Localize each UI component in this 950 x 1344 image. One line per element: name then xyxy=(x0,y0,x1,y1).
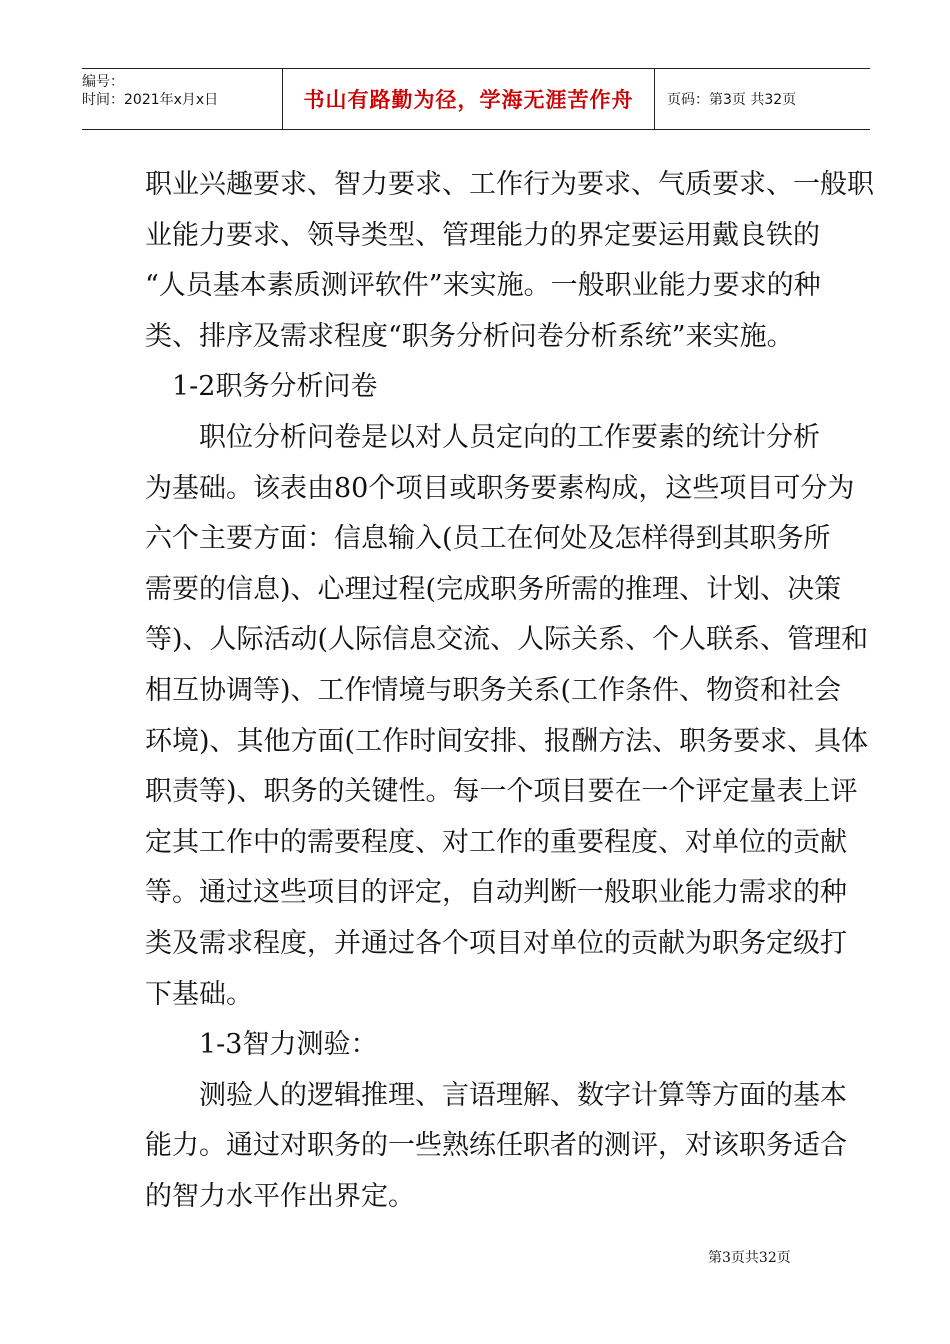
body-line: 类及需求程度，并通过各个项目对单位的贡献为职务定级打 xyxy=(145,927,847,959)
header-motto: 书山有路勤为径，学海无涯苦作舟 xyxy=(282,69,655,129)
body-line: 相互协调等)、工作情境与职务关系(工作条件、物资和社会 xyxy=(145,674,842,706)
body-line: 下基础。 xyxy=(145,978,253,1010)
body-line: 六个主要方面：信息输入(员工在何处及怎样得到其职务所 xyxy=(145,523,831,555)
body-line: 环境)、其他方面(工作时间安排、报酬方法、职务要求、具体 xyxy=(145,725,869,757)
body-line: 职业兴趣要求、智力要求、工作行为要求、气质要求、一般职 xyxy=(145,169,874,200)
header-page-info: 页码：第3页 共32页 xyxy=(667,92,797,108)
header-number-label: 编号： xyxy=(82,74,124,90)
body-line: 职责等)、职务的关键性。每一个项目要在一个评定量表上评 xyxy=(145,776,858,808)
page-header xyxy=(82,68,870,130)
body-line: 业能力要求、领导类型、管理能力的界定要运用戴良铁的 xyxy=(145,219,820,251)
section-heading-1-2: 1-2职务分析问卷 xyxy=(145,371,378,403)
body-line: 需要的信息)、心理过程(完成职务所需的推理、计划、决策 xyxy=(145,573,842,605)
body-line: 类、排序及需求程度“职务分析问卷分析系统”来实施。 xyxy=(145,320,794,352)
body-line: 测验人的逻辑推理、言语理解、数字计算等方面的基本 xyxy=(145,1079,847,1111)
page-footer: 第3页共32页 xyxy=(708,1250,791,1266)
section-heading-1-3: 1-3智力测验： xyxy=(145,1029,378,1061)
body-line: “人员基本素质测评软件”来实施。一般职业能力要求的种 xyxy=(145,270,821,302)
header-meta xyxy=(82,69,282,129)
header-time-label: 时间：2021年x月x日 xyxy=(82,92,219,108)
body-line: 的智力水平作出界定。 xyxy=(145,1180,415,1212)
body-line: 等。通过这些项目的评定，自动判断一般职业能力需求的种 xyxy=(145,877,847,909)
body-line: 等)、人际活动(人际信息交流、人际关系、个人联系、管理和 xyxy=(145,624,869,656)
body-line: 为基础。该表由80个项目或职务要素构成，这些项目可分为 xyxy=(145,472,855,504)
body-line: 定其工作中的需要程度、对工作的重要程度、对单位的贡献 xyxy=(145,826,847,858)
document-body xyxy=(145,160,874,1222)
body-line: 能力。通过对职务的一些熟练任职者的测评，对该职务适合 xyxy=(145,1130,847,1162)
body-line: 职位分析问卷是以对人员定向的工作要素的统计分析 xyxy=(145,421,820,453)
